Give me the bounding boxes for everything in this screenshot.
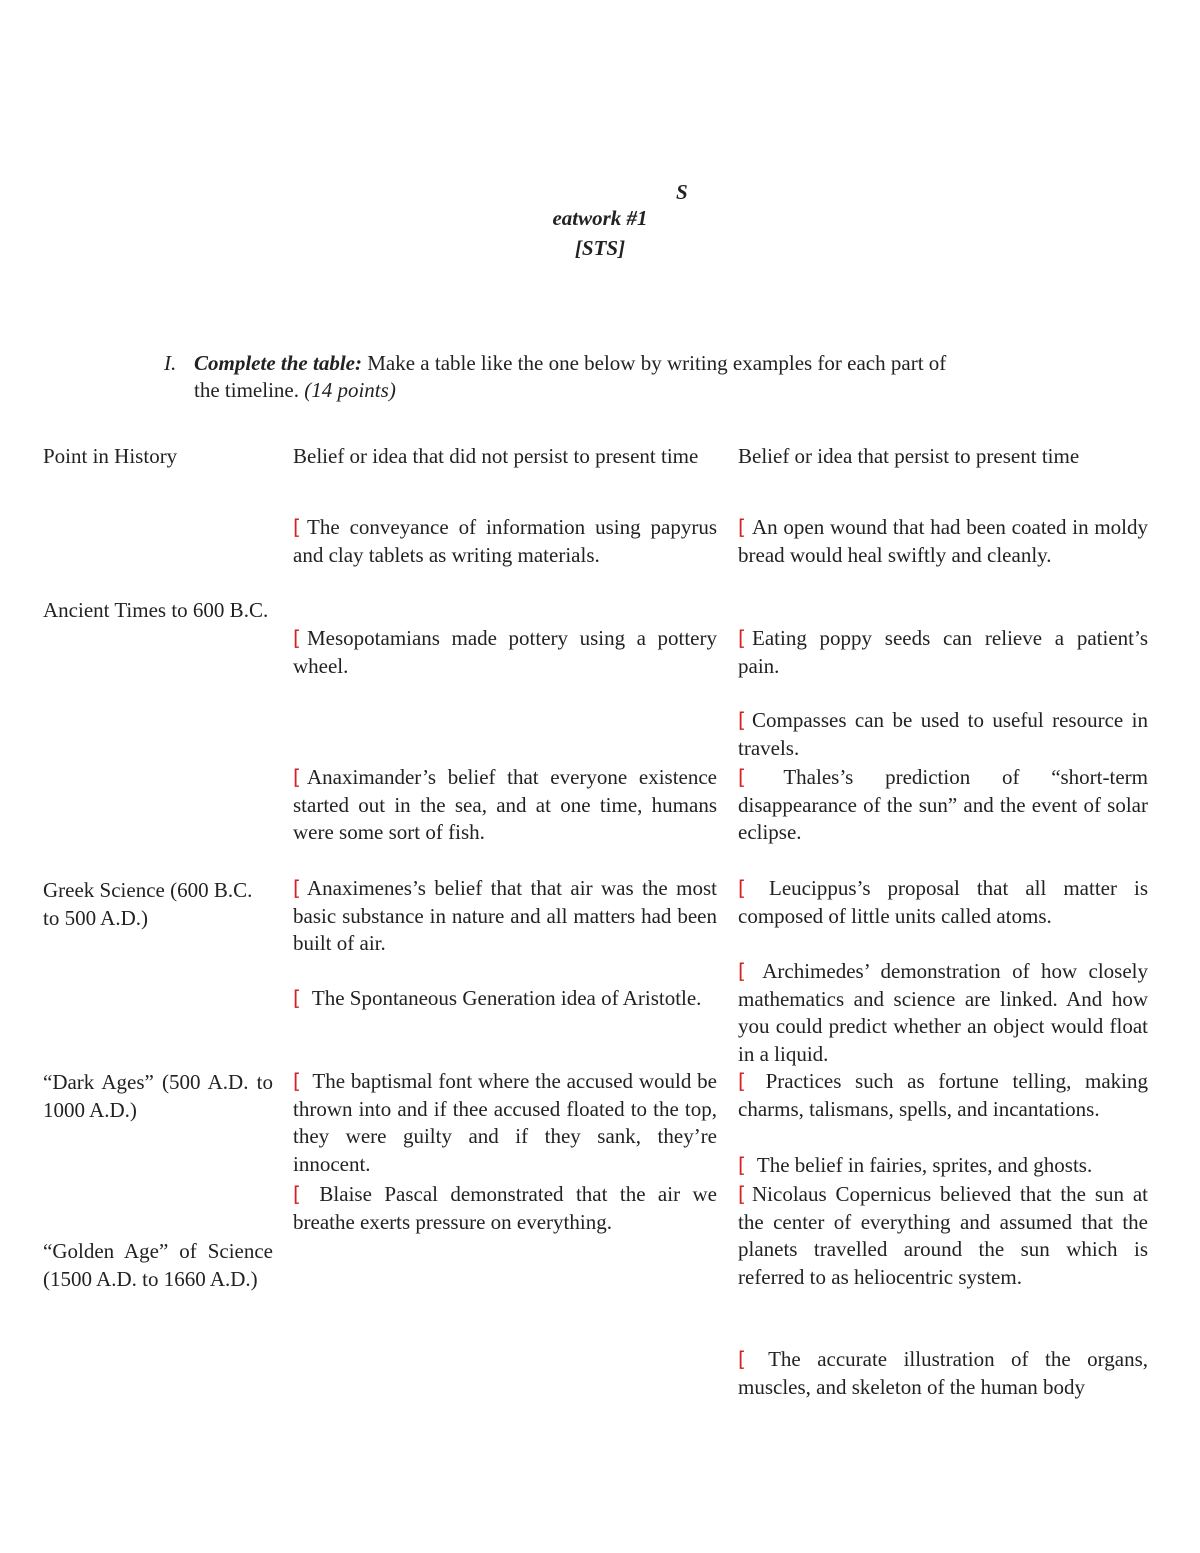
not-persist-item: [ The conveyance of information using papyrus and clay tablets as writing materials. [293, 515, 717, 567]
bracket-marker-icon: [ [293, 515, 301, 539]
instruction-text-1: Make a table like the one below by writing examples for each part of [361, 351, 947, 375]
instruction-label: Complete the table: [194, 351, 362, 375]
bracket-marker-icon: [ [293, 1182, 301, 1206]
bracket-marker-icon: [ [293, 765, 301, 789]
not-persist-item: [ Anaximenes’s belief that that air was the most basic substance in nature and all matters had been built of air. [293, 876, 717, 955]
not-persist-item: [ Anaximander’s belief that everyone existence started out in the sea, and at one time, humans were some sort of fish. [293, 765, 717, 844]
bracket-marker-icon: [ [738, 515, 746, 539]
bracket-marker-icon: [ [738, 626, 746, 650]
header-persist: Belief or idea that persist to present time [738, 444, 1080, 468]
bracket-marker-icon: [ [293, 986, 301, 1010]
persist-item: [ Eating poppy seeds can relieve a patient’s pain. [738, 626, 1148, 678]
bracket-marker-icon: [ [738, 1182, 746, 1206]
bracket-marker-icon: [ [738, 1347, 746, 1371]
not-persist-item: [ The Spontaneous Generation idea of Aristotle. [293, 985, 717, 1013]
title-line-1: eatwork #1 [552, 206, 648, 230]
persist-item: [ Archimedes’ demonstration of how closely mathematics and science are linked. And how you could predict whether an object would float in a liquid. [738, 959, 1148, 1066]
bracket-marker-icon: [ [738, 1069, 746, 1093]
bracket-marker-icon: [ [738, 765, 746, 789]
persist-item: [ The accurate illustration of the organs, muscles, and skeleton of the human body [738, 1347, 1148, 1399]
persist-item: [ Leucippus’s proposal that all matter is composed of little units called atoms. [738, 876, 1148, 928]
persist-item: [ Nicolaus Copernicus believed that the sun at the center of everything and assumed that the planets travelled around the sun which is referred to as heliocentric system. [738, 1182, 1148, 1289]
instruction-points: (14 points) [304, 378, 396, 402]
header-not-persist: Belief or idea that did not persist to present time [293, 444, 699, 468]
period-ancient-times: Ancient Times to 600 B.C. [43, 598, 269, 622]
persist-item: [ The belief in fairies, sprites, and ghosts. [738, 1152, 1148, 1180]
persist-item: [ Practices such as fortune telling, making charms, talismans, spells, and incantations. [738, 1069, 1148, 1121]
persist-item: [ Compasses can be used to useful resource in travels. [738, 708, 1148, 760]
instruction-number: I. [164, 351, 177, 375]
header-point-in-history: Point in History [43, 444, 178, 468]
period-dark-ages: “Dark Ages” (500 A.D. to 1000 A.D.) [43, 1070, 273, 1122]
not-persist-item: [ The baptismal font where the accused would be thrown into and if thee accused floated to the top, they were guilty and if they sank, they’re innocent. [293, 1069, 717, 1176]
bracket-marker-icon: [ [738, 959, 746, 983]
instruction-text-2: the timeline. [194, 378, 305, 402]
persist-item: [ Thales’s prediction of “short-term disappearance of the sun” and the event of solar eclipse. [738, 765, 1148, 844]
bracket-marker-icon: [ [738, 1153, 746, 1177]
not-persist-item: [ Blaise Pascal demonstrated that the air we breathe exerts pressure on everything. [293, 1182, 717, 1234]
period-golden-age: “Golden Age” of Science (1500 A.D. to 1660 A.D.) [43, 1239, 273, 1291]
bracket-marker-icon: [ [738, 876, 746, 900]
bracket-marker-icon: [ [738, 708, 746, 732]
title-letter: S [676, 180, 688, 204]
bracket-marker-icon: [ [293, 876, 301, 900]
persist-item: [ An open wound that had been coated in moldy bread would heal swiftly and cleanly. [738, 515, 1148, 567]
period-greek-science: Greek Science (600 B.C. to 500 A.D.) [43, 878, 253, 930]
instruction [164, 350, 1064, 404]
title-line-2: [STS] [574, 236, 626, 260]
bracket-marker-icon: [ [293, 1069, 301, 1093]
not-persist-item: [ Mesopotamians made pottery using a pottery wheel. [293, 626, 717, 678]
bracket-marker-icon: [ [293, 626, 301, 650]
